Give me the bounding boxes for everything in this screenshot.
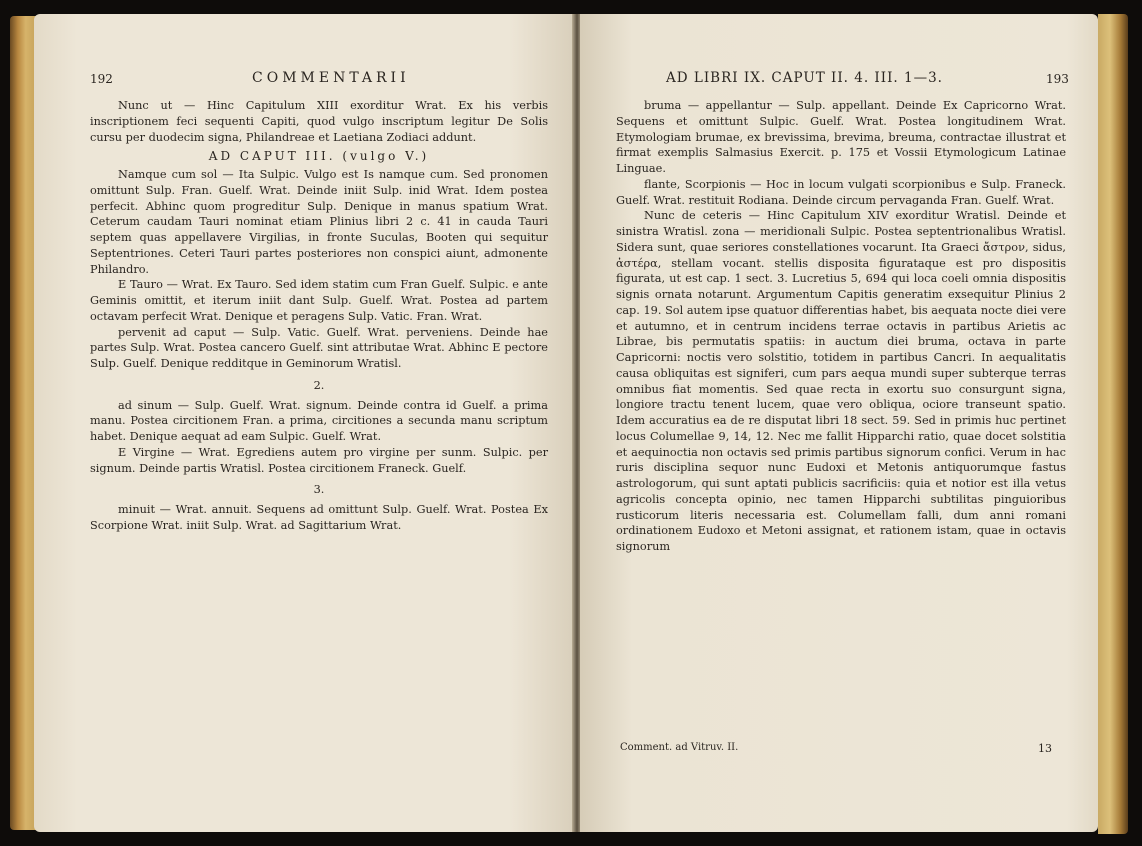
section-number: 3. bbox=[313, 483, 325, 497]
paragraph: Namque cum sol — Ita Sulpic. Vulgo est Is namque cum. Sed pronomen omittunt Sulp. Fran. Guelf. Wrat. Deinde iniit Sulp. inid Wrat. Idem postea perfecit. Abhinc quom progreditur Sulp. Denique in manus spatium Wrat. Ceterum caudam Tauri nominat etiam Plinius libri 2 c. 41 in cauda Tauri septem quas appellavere Virgilias, in fronte Suculas, Booten qui sequitur Septentriones. Ceteri Tauri partes posteriores non conspici aiunt, admonente Philandro. bbox=[90, 168, 548, 276]
paragraph: E Tauro — Wrat. Ex Tauro. Sed idem statim cum Fran Guelf. Sulpic. e ante Geminis omittit, et iterum iniit dant Sulp. Guelf. Wrat. Postea ad partem octavam perfecit Wrat. Denique et peragens Sulp. Vatic. Fran. Wrat. bbox=[90, 278, 548, 323]
left-page-body bbox=[90, 98, 548, 534]
left-page-number: 192 bbox=[90, 72, 113, 86]
right-page-number: 193 bbox=[1046, 72, 1069, 86]
paragraph: ad sinum — Sulp. Guelf. Wrat. signum. Deinde contra id Guelf. a prima manu. Postea circitionem Fran. a prima, circitiones a secunda manu scriptum habet. Denique aequat ad eam Sulpic. Guelf. Wrat. bbox=[90, 398, 548, 443]
paragraph: Nunc ut — Hinc Capitulum XIII exorditur Wrat. Ex his verbis inscriptionem feci sequenti Capiti, quod vulgo inscriptum legitur De Solis cursu per duodecim signa, Philandreae et Laetiana Zodiaci addunt. bbox=[90, 99, 548, 144]
paragraph: bruma — appellantur — Sulp. appellant. Deinde Ex Capricorno Wrat. Sequens et omittunt Sulpic. Guelf. Wrat. Postea longitudinem Wrat. Etymologiam brumae, ex brevissima, brevima, breuma, contractae illustrat et firmat exemplis Salmasius Exercit. p. 175 et Vossii Etymologicum Latinae Linguae. bbox=[616, 99, 1066, 175]
paragraph: flante, Scorpionis — Hoc in locum vulgati scorpionibus e Sulp. Franeck. Guelf. Wrat. restituit Rodiana. Deinde circum pervaganda Fran. Guelf. Wrat. bbox=[616, 177, 1066, 207]
right-page-body bbox=[616, 98, 1066, 555]
left-page bbox=[34, 14, 574, 832]
left-running-title: COMMENTARII bbox=[252, 70, 410, 86]
section-number: 2. bbox=[313, 378, 325, 392]
paragraph: pervenit ad caput — Sulp. Vatic. Guelf. Wrat. perveniens. Deinde hae partes Sulp. Wrat. Postea cancero Guelf. sint attributae Wrat. Abhinc E pectore Sulp. Guelf. Denique redditque in Geminorum Wratisl. bbox=[90, 325, 548, 370]
right-page-edges bbox=[1098, 14, 1128, 834]
signature-mark: 13 bbox=[1038, 742, 1052, 755]
paragraph: Nunc de ceteris — Hinc Capitulum XIV exorditur Wratisl. Deinde et sinistra Wratisl. zona — meridionali Sulpic. Postea septentrionalibus Wratisl. Sidera sunt, quae seriores constellationes vocarunt. Ita Graeci ἄστρον, sidus, ἀστέρα, stellam vocant. stellis disposita figurataque est pro dispositis figurata, ut est cap. 1 sect. 3. Lucretius 5, 694 qui loca coeli omnia dispositis signis ornata notarunt. Argumentum Capitis generatim exsequitur Plinius 2 cap. 19. Sol autem ipse quatuor differentias habet, bis aequata nocte diei vere et autumno, et in centrum incidens terrae octavis in partibus Arietis ac Librae, bis permutatis spatiis: in auctum diei bruma, octava in parte Capricorni: noctis vero solstitio, totidem in partibus Cancri. In aequalitatis causa obliquitas est signiferi, cum pars aequa mundi super subterque terras omnibus fiat momentis. Sed quae recta in exortu suo consurgunt signa, longiore tractu tenent lucem, quae vero obliqua, ociore transeunt spatio. Idem accuratius ea de re disputat libri 18 sect. 59. Sed in primis huc pertinet locus Columellae 9, 14, 12. Nec me fallit Hipparchi ratio, quae docet solstitia et aequinoctia non octavis sed primis partibus signorum confici. Verum in hac ruris disciplina sequor nunc Eudoxi et Metonis antiquorumque fastus astrologorum, qui sunt aptati publicis sacrificiis: quia et notior est illa vetus agricolis concepta opinio, nec tamen Hipparchi subtilitas pinguioribus rusticorum literis necessaria est. Columellam falli, dum anni romani ordinationem Eudoxo et Metoni assignat, et rationem istam, quae in octavis signorum bbox=[616, 209, 1066, 553]
paragraph: E Virgine — Wrat. Egrediens autem pro virgine per sunm. Sulpic. per signum. Deinde partis Wratisl. Postea circitionem Franeck. Guelf. bbox=[90, 445, 548, 475]
right-running-title: AD LIBRI IX. CAPUT II. 4. III. 1—3. bbox=[666, 70, 943, 86]
left-page-edges bbox=[10, 16, 36, 830]
right-page bbox=[580, 14, 1098, 832]
page-footer: Comment. ad Vitruv. II. bbox=[620, 742, 739, 753]
section-heading: AD CAPUT III. (vulgo V.) bbox=[208, 149, 430, 164]
paragraph: minuit — Wrat. annuit. Sequens ad omittunt Sulp. Guelf. Wrat. Postea Ex Scorpione Wrat. iniit Sulp. Wrat. ad Sagittarium Wrat. bbox=[90, 503, 548, 532]
